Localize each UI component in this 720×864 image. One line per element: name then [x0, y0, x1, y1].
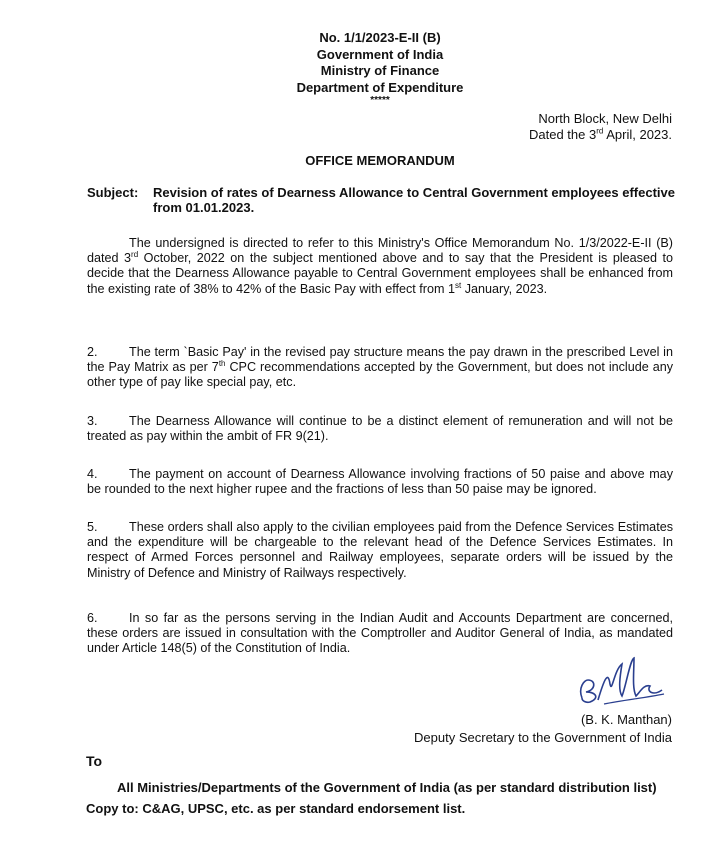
signer-designation: Deputy Secretary to the Government of India — [414, 730, 672, 745]
date-line — [529, 127, 672, 143]
handwritten-signature — [574, 650, 674, 706]
to-label: To — [86, 753, 103, 769]
memo-title — [0, 153, 720, 168]
distribution-list: All Ministries/Departments of the Government of India (as per standard distribution list) — [117, 780, 657, 795]
p3-text: The Dearness Allowance will continue to be a distinct element of remuneration and will not be treated as pay within the ambit of FR 9(21). — [87, 414, 673, 444]
date-ordinal: rd — [596, 126, 604, 136]
paragraph-3 — [87, 414, 673, 444]
subject-label: Subject: — [87, 185, 139, 200]
paragraph-2 — [87, 345, 673, 391]
paragraph-4 — [87, 467, 673, 497]
signer-block — [414, 711, 672, 747]
p1-sup-b: st — [454, 280, 462, 290]
p1-sup-a: rd — [131, 250, 139, 260]
memo-number: No. 1/1/2023-E-II (B) — [319, 30, 441, 45]
header-stars: ***** — [370, 95, 390, 106]
p1-part-c: January, 2023. — [461, 281, 548, 296]
p2-number: 2. — [87, 345, 98, 359]
paragraph-5 — [87, 520, 673, 581]
location: North Block, New Delhi — [538, 111, 672, 126]
p2-part-a: The term `Basic Pay' in the revised pay structure means the pay drawn in the prescribed Level in the Pay Matrix as per 7 — [87, 345, 673, 375]
p2-sup: th — [218, 359, 226, 369]
p2-part-b: CPC recommendations accepted by the Government, but does not include any other type of pay like special pay, etc. — [87, 360, 673, 390]
p1-part-a: The undersigned is directed to refer to this Ministry's Office Memorandum No. 1/3/2022-E-II (B) dated 3 — [87, 236, 673, 266]
date-suffix: April, 2023. — [603, 127, 672, 142]
p1-part-b: October, 2022 on the subject mentioned above and to say that the President is pleased to decide that the Dearness Allowance payable to Central Government employees shall be enhanced from the existing rate of 38% to 42% of the Basic Pay with effect from 1 — [87, 251, 673, 296]
signer-name: (B. K. Manthan) — [580, 712, 672, 727]
p6-number: 6. — [87, 611, 98, 625]
p4-number: 4. — [87, 467, 98, 481]
paragraph-1 — [87, 236, 673, 297]
place-and-date — [529, 111, 672, 143]
p5-text: These orders shall also apply to the civilian employees paid from the Defence Services Estimates and the expenditure will be chargeable to the relevant head of the Defence Services Estimates. In respect of Armed Forces personnel and Railway employees, separate orders will be issued by the Ministry of Defence and Ministry of Railways respectively. — [87, 520, 673, 580]
government-name: Government of India — [316, 46, 444, 62]
p4-text: The payment on account of Dearness Allowance involving fractions of 50 paise and above may be rounded to the next higher rupee and the fractions of less than 50 paise may be ignored. — [87, 467, 673, 497]
p3-number: 3. — [87, 414, 98, 428]
copy-to-line: Copy to: C&AG, UPSC, etc. as per standard endorsement list. — [86, 801, 466, 816]
date-prefix: Dated the 3 — [529, 127, 597, 142]
document-header — [0, 30, 720, 106]
department-name: Department of Expenditure — [296, 79, 464, 95]
p5-number: 5. — [87, 520, 98, 534]
subject-line — [87, 185, 675, 215]
p6-text: In so far as the persons serving in the Indian Audit and Accounts Department are concerned, these orders are issued in consultation with the Comptroller and Auditor General of India, as mandated under Article 148(5) of the Constitution of India. — [87, 611, 673, 656]
memo-title-text: OFFICE MEMORANDUM — [305, 153, 455, 168]
ministry-name: Ministry of Finance — [320, 63, 440, 78]
subject-text: Revision of rates of Dearness Allowance to Central Government employees effective from 01.01.2023. — [153, 185, 675, 215]
